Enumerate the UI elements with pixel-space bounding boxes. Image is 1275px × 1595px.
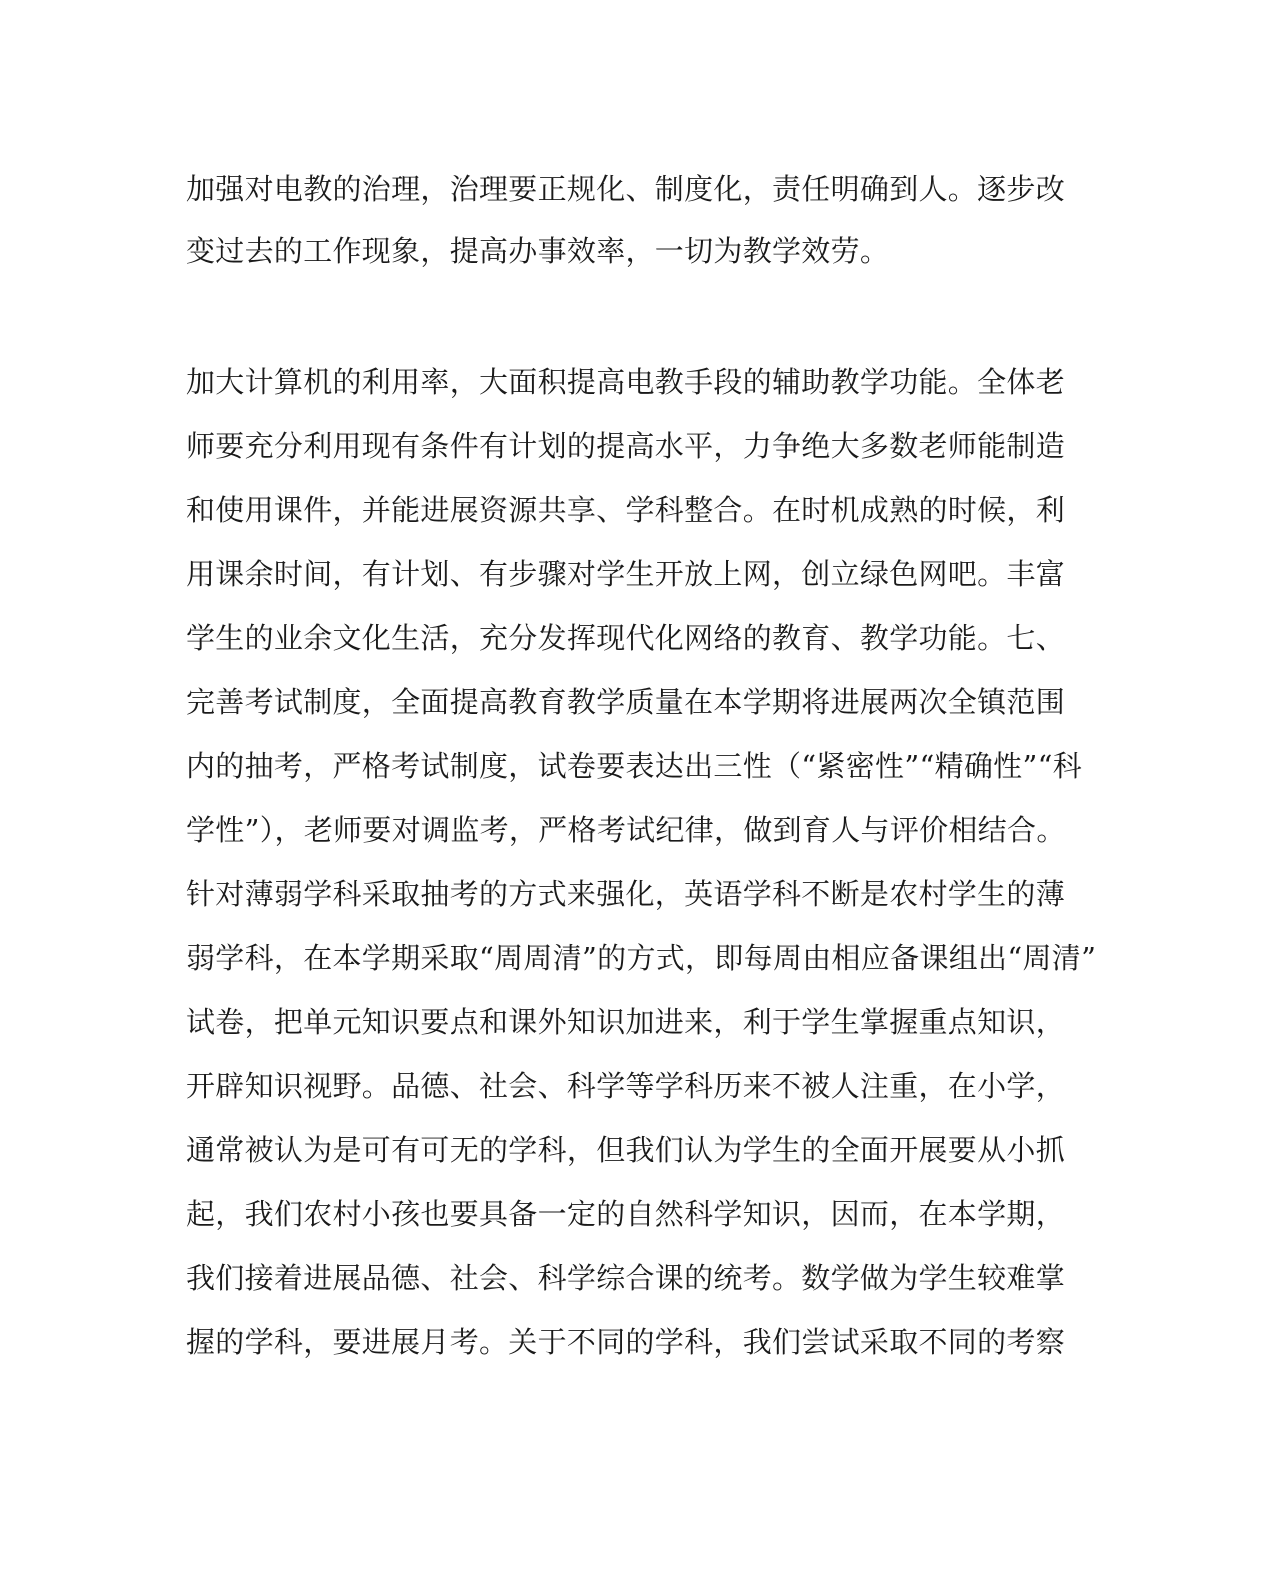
text-line: 学生的业余文化生活，充分发挥现代化网络的教育、教学功能。七、 — [186, 621, 1066, 655]
text-line: 起，我们农村小孩也要具备一定的自然科学知识，因而，在本学期， — [186, 1197, 1066, 1231]
text-line: 内的抽考，严格考试制度，试卷要表达出三性（“紧密性”“精确性”“科 — [186, 749, 1083, 783]
text-line: 开辟知识视野。品德、社会、科学等学科历来不被人注重，在小学， — [186, 1069, 1066, 1103]
text-line: 和使用课件，并能进展资源共享、学科整合。在时机成熟的时候，利 — [186, 493, 1066, 527]
text-line: 我们接着进展品德、社会、科学综合课的统考。数学做为学生较难掌 — [186, 1261, 1066, 1295]
text-line: 完善考试制度，全面提高教育教学质量在本学期将进展两次全镇范围 — [186, 685, 1066, 719]
text-line: 变过去的工作现象，提高办事效率，一切为教学效劳。 — [186, 234, 890, 268]
text-line: 师要充分利用现有条件有计划的提高水平，力争绝大多数老师能制造 — [186, 429, 1066, 463]
text-line: 学性”），老师要对调监考，严格考试纪律，做到育人与评价相结合。 — [186, 813, 1066, 847]
text-line: 加强对电教的治理，治理要正规化、制度化，责任明确到人。逐步改 — [186, 172, 1066, 206]
text-line: 用课余时间，有计划、有步骤对学生开放上网，创立绿色网吧。丰富 — [186, 557, 1066, 591]
text-line: 握的学科，要进展月考。关于不同的学科，我们尝试采取不同的考察 — [186, 1325, 1066, 1359]
text-line: 弱学科，在本学期采取“周周清”的方式，即每周由相应备课组出“周清” — [186, 941, 1097, 975]
text-line: 针对薄弱学科采取抽考的方式来强化，英语学科不断是农村学生的薄 — [186, 877, 1066, 911]
text-line: 通常被认为是可有可无的学科，但我们认为学生的全面开展要从小抓 — [186, 1133, 1066, 1167]
text-line: 加大计算机的利用率，大面积提高电教手段的辅助教学功能。全体老 — [186, 365, 1066, 399]
text-line: 试卷，把单元知识要点和课外知识加进来，利于学生掌握重点知识， — [186, 1005, 1066, 1039]
